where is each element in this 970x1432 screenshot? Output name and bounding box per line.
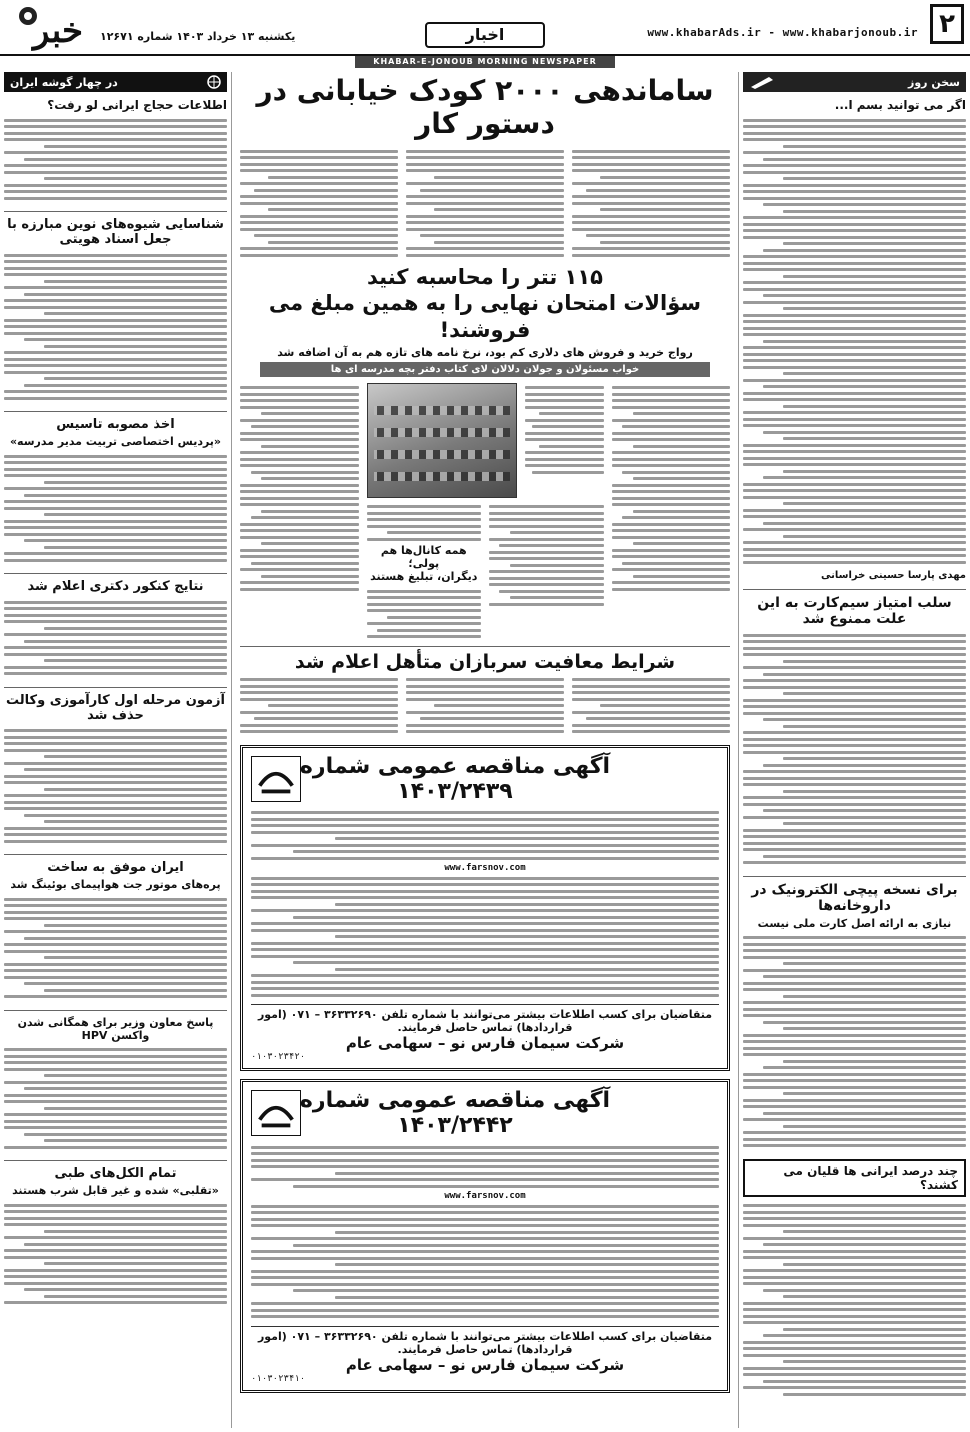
english-banner: KHABAR-E-JONOUB MORNING NEWSPAPER (355, 56, 615, 68)
story-pharmacy-subtitle: نیازی به ارائه اصل کارت ملی نیست (757, 916, 952, 930)
center-column (240, 72, 730, 1428)
tender-ad-1-title: آگهی مناقصه عمومی شماره ۱۴۰۳/۲۴۳۹ (299, 753, 611, 804)
company-logo-icon (251, 1090, 301, 1136)
hajj-title: اطلاعات حجاج ایرانی لو رفت؟ (47, 98, 227, 112)
tender-ad-1-website[interactable]: www.farsnov.com (444, 863, 526, 873)
jet-blade-body (4, 894, 227, 1002)
tender-ad-2 (240, 1079, 730, 1393)
tender-ad-1-body-b (251, 873, 719, 1000)
campus-body (4, 451, 227, 565)
logo-text: خبر (32, 11, 84, 51)
lawyer-exam-body (4, 726, 227, 847)
exam-story-body (240, 383, 730, 642)
tender-ad-2-company: شرکت سیمان فارس نو – سهامی عام (345, 1355, 625, 1374)
tender-ad-1-company: شرکت سیمان فارس نو – سهامی عام (345, 1034, 625, 1052)
campus-subtitle: «پردیس اختصاصی تربیت مدیر مدرسه» (9, 435, 222, 448)
editorial-label (743, 72, 966, 92)
exam-story-headline: ۱۱۵ تتر را محاسبه کنید سؤالات امتحان نهایی را به همین مبلغ می فروشند! (268, 265, 702, 342)
exam-body-col3 (489, 502, 604, 642)
exam-body-col2 (525, 383, 604, 498)
story-pharmacy-body (743, 933, 966, 1151)
phd-results-body (4, 597, 227, 679)
story-pharmacy-title: برای نسخه پیچی الکترونیک در داروخانه‌ها (743, 876, 966, 914)
exam-body-col4 (367, 502, 482, 545)
jet-blade-subtitle: پره‌های موتور جت هواپیمای بوئینگ شد (10, 878, 221, 891)
id-fraud-title: شناسایی شیوه‌های نوین مبارزه با جعل اسناد هویتی (4, 211, 227, 247)
exam-story-bar: خواب مسئولان و جولان دلالان لای کتاب دفتر بچه مدرسه ای ها (260, 362, 710, 377)
story-sim-card-title: سلب امتیاز سیم‌کارت به این علت ممنوع شد (743, 589, 966, 627)
editorial-body (743, 115, 966, 567)
hajj-body (4, 115, 227, 203)
tender-ad-2-website[interactable]: www.farsnov.com (444, 1191, 526, 1201)
tender-ad-2-code: ۰۱۰۳۰۲۳۴۱۰ (251, 1373, 306, 1384)
lawyer-exam-title: آزمون مرحله اول کارآموزی وکالت حذف شد (4, 687, 227, 723)
iran-corners-label (4, 72, 227, 92)
hpv-title: پاسخ معاون وزیر برای همگانی شدن واکسن HPV (4, 1010, 227, 1042)
exam-body-col6 (240, 383, 359, 595)
story-hookah-body (743, 1201, 966, 1400)
exam-story-subhead: رواج خرید و فروش های دلاری کم بود، نرخ نامه های تازه هم به آن اضافه شد (277, 345, 693, 359)
editorial-author: مهدی پارسا حسینی خراسانی (820, 570, 966, 581)
editorial-label-text: سخن روز (908, 75, 960, 89)
campus-title: اخذ مصوبه تاسیس (4, 411, 227, 432)
iran-corners-label-text: در چهار گوشه ایران (10, 75, 118, 89)
editorial-title: اگر می توانید بسم ا... (834, 98, 966, 112)
street-children-body-1 (572, 146, 730, 260)
tender-ad-1-code: ۰۱۰۳۰۲۳۴۲۰ (251, 1052, 306, 1062)
military-body-2 (406, 675, 564, 737)
id-fraud-body (4, 250, 227, 403)
tender-ad-2-body-a (251, 1142, 719, 1191)
tender-ad-1 (240, 745, 730, 1072)
exam-body-col5 (367, 586, 482, 642)
story-sim-card-body (743, 630, 966, 868)
military-exemption-headline: شرایط معافیت سربازان متأهل اعلام شد (240, 646, 730, 675)
pull-quote: همه کانال‌ها هم پولی؛ دیگران، تبلیغ هستند (370, 544, 478, 584)
globe-icon (207, 75, 221, 89)
jet-blade-title: ایران موفق به ساخت (4, 854, 227, 875)
alcohol-subtitle: «تقلبی» شده و غیر قابل شرب هستند (12, 1184, 219, 1197)
hpv-body (4, 1045, 227, 1153)
street-children-body-2 (406, 146, 564, 260)
tender-ad-2-contact: متقاضیان برای کسب اطلاعات بیشتر می‌توانند با شماره تلفن ۳۶۳۳۲۶۹۰ – ۰۷۱ (امور قراردادها) تماس حاصل فرمایند. (251, 1326, 719, 1356)
page-number: ۲ (930, 4, 964, 44)
military-exemption-body (240, 675, 730, 737)
company-logo-icon (251, 756, 301, 802)
exam-body-col1 (612, 383, 731, 595)
exam-hall-photo (367, 383, 517, 498)
alcohol-body (4, 1200, 227, 1308)
site-urls: www.khabarAds.ir - www.khabarjonoub.ir (647, 26, 918, 39)
pen-icon (749, 75, 775, 89)
military-body-3 (240, 675, 398, 737)
story-hookah-title: چند درصد ایرانی ها قلیان می کشند؟ (783, 1163, 958, 1192)
street-children-story (240, 146, 730, 260)
phd-results-title: نتایج کنکور دکتری اعلام شد (4, 573, 227, 594)
tender-ad-2-title: آگهی مناقصه عمومی شماره ۱۴۰۳/۲۴۴۲ (299, 1088, 611, 1138)
street-children-body-3 (240, 146, 398, 260)
right-column (738, 72, 966, 1428)
left-column (4, 72, 232, 1428)
military-body-1 (572, 675, 730, 737)
story-hookah-title-box (743, 1159, 966, 1197)
newspaper-logo (6, 2, 96, 52)
tender-ad-1-contact: متقاضیان برای کسب اطلاعات بیشتر می‌توانند با شماره تلفن ۳۶۳۳۲۶۹۰ – ۰۷۱ (امور قراردادها) تماس حاصل فرمایند. (251, 1004, 719, 1034)
tender-ad-2-body-b (251, 1201, 719, 1322)
tender-ad-1-body-a (251, 808, 719, 864)
main-headline: ساماندهی ۲۰۰۰ کودک خیابانی در دستور کار (256, 74, 714, 140)
alcohol-title: تمام الکل‌های طبی (4, 1160, 227, 1181)
section-label: اخبار (425, 22, 545, 48)
masthead (0, 0, 970, 56)
dateline: یکشنبه ۱۳ خرداد ۱۴۰۳ شماره ۱۲۶۷۱ (100, 30, 296, 43)
